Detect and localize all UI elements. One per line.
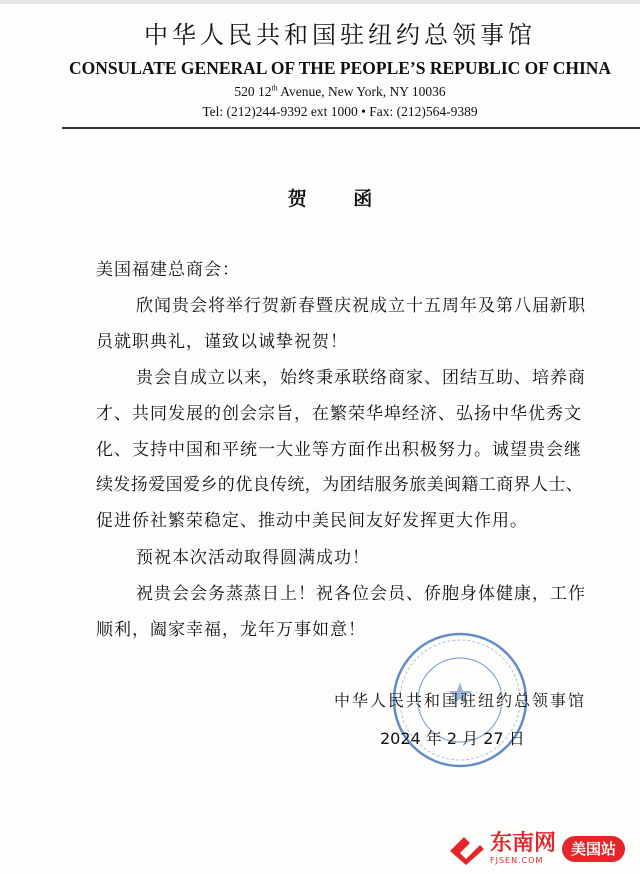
brand-url: FJSEN.COM <box>490 856 544 865</box>
top-band <box>0 0 640 4</box>
body-line: 顺利，阖家幸福，龙年万事如意！ <box>96 620 366 640</box>
body-line: 才、共同发展的创会宗旨，在繁荣华埠经济、弘扬中华优秀文 <box>96 404 582 424</box>
letterhead-divider <box>62 127 640 129</box>
salutation: 美国福建总商会： <box>96 260 240 280</box>
fjsen-watermark <box>446 832 625 866</box>
body-line: 促进侨社繁荣稳定、推动中美民间友好发挥更大作用。 <box>96 511 528 531</box>
body-line: 欣闻贵会将举行贺新春暨庆祝成立十五周年及第八届新职 <box>136 296 586 316</box>
brand-name: 东南网 <box>490 831 557 856</box>
letterhead-contact: Tel: (212)244-9392 ext 1000 • Fax: (212)564-9389 <box>202 104 478 119</box>
signature: 中华人民共和国驻纽约总领事馆 <box>334 691 587 710</box>
letterhead-name-en: CONSULATE GENERAL OF THE PEOPLE’S REPUBLIC OF CHINA <box>68 58 612 78</box>
letter-date: 2024 年 2 月 27 日 <box>380 729 525 748</box>
fjsen-logo-icon <box>446 833 486 865</box>
address-street: Avenue, New York, NY 10036 <box>277 84 446 99</box>
region-badge: 美国站 <box>562 836 625 862</box>
body-line: 续发扬爱国爱乡的优良传统，为团结服务旅美闽籍工商界人士、 <box>96 475 584 495</box>
address-suffix: th <box>271 83 278 93</box>
letterhead-address <box>40 83 640 101</box>
letterhead-name-cn: 中华人民共和国驻纽约总领事馆 <box>144 21 536 49</box>
body-line: 员就职典礼，谨致以诚挚祝贺！ <box>96 332 348 352</box>
letter-title: 贺 函 <box>287 188 393 210</box>
address-number: 520 12 <box>234 84 272 99</box>
body-line: 预祝本次活动取得圆满成功！ <box>136 548 370 568</box>
body-line: 化、支持中国和平统一大业等方面作出积极努力。诚望贵会继 <box>96 440 582 460</box>
body-line: 贵会自成立以来，始终秉承联络商家、团结互助、培养商 <box>136 368 586 388</box>
body-line: 祝贵会会务蒸蒸日上！祝各位会员、侨胞身体健康，工作 <box>136 584 586 604</box>
